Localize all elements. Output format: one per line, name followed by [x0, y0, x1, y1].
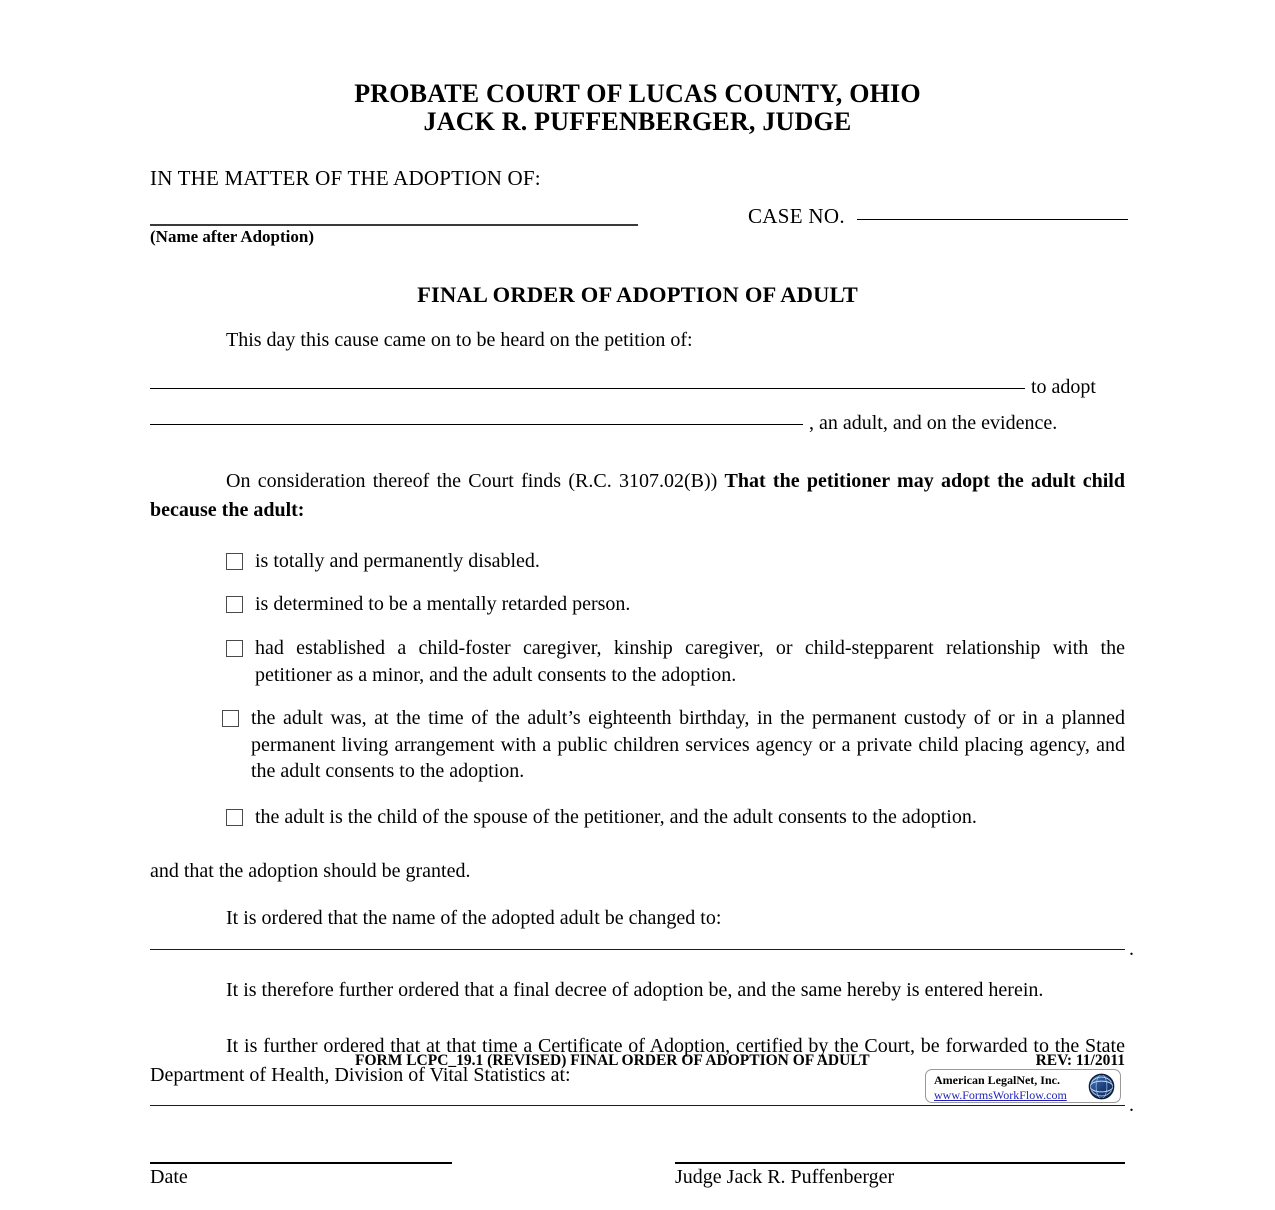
checkbox-icon[interactable] — [222, 710, 239, 727]
page-footer — [150, 1052, 1125, 1100]
case-number-group — [748, 204, 1128, 229]
checkbox-icon[interactable] — [226, 640, 243, 657]
document-content — [150, 0, 1134, 1210]
adoptee-field[interactable] — [150, 424, 803, 425]
name-change-paragraph: It is ordered that the name of the adopted adult be changed to: — [226, 906, 722, 929]
revision-label: REV: 11/2011 — [1035, 1052, 1125, 1069]
date-label: Date — [150, 1165, 188, 1188]
name-after-adoption-field[interactable] — [150, 224, 638, 226]
case-number-field[interactable] — [857, 219, 1128, 220]
final-decree-paragraph: It is therefore further ordered that a final decree of adoption be, and the same hereby is entered herein. — [226, 979, 1044, 1002]
court-heading — [150, 0, 1125, 136]
checkbox-icon[interactable] — [226, 596, 243, 613]
consideration-paragraph — [150, 437, 1125, 526]
judge-label: Judge Jack R. Puffenberger — [675, 1165, 895, 1188]
badge-website-link[interactable]: www.FormsWorkFlow.com — [934, 1088, 1067, 1102]
badge-company-name: American LegalNet, Inc. — [934, 1073, 1060, 1087]
checkbox-item-permanent-custody[interactable] — [222, 705, 1125, 785]
new-name-fill-row — [150, 933, 1134, 961]
period-mark: . — [1129, 938, 1134, 961]
checkbox-item-mentally-retarded[interactable] — [226, 591, 1125, 618]
american-legalnet-badge[interactable] — [925, 1069, 1121, 1103]
certificate-paragraph: It is further ordered that at that time a Certificate of Adoption, certified by the Court, be forwarded to the State Department of Health, Division of Vital Statistics at: — [150, 1034, 1125, 1087]
petitioner-fill-row — [150, 355, 1125, 401]
matter-label: IN THE MATTER OF THE ADOPTION OF: — [150, 165, 541, 190]
court-name-line: PROBATE COURT OF LUCAS COUNTY, OHIO — [354, 79, 921, 108]
judge-name-line: JACK R. PUFFENBERGER, JUDGE — [423, 106, 852, 136]
name-and-case-row — [150, 203, 1125, 256]
checkbox-label: the adult was, at the time of the adult’s eighteenth birthday, in the permanent custody of or in a planned permanent living arrangement with a public children services agency or a private child placing agency, and the adult consents to the adoption. — [251, 707, 1125, 783]
consideration-bold-text: That the petitioner may adopt the adult child because the adult: — [150, 470, 1125, 522]
signature-block — [150, 1148, 1125, 1210]
name-after-adoption-caption: (Name after Adoption) — [150, 226, 314, 246]
checkbox-item-child-of-spouse[interactable] — [226, 804, 1125, 831]
checkbox-icon[interactable] — [226, 809, 243, 826]
intro-paragraph: This day this cause came on to be heard on the petition of: — [226, 328, 693, 351]
checkbox-item-caregiver-relationship[interactable] — [226, 635, 1125, 688]
findings-checkbox-list — [150, 526, 1125, 831]
adoptee-fill-row — [150, 401, 1125, 437]
period-mark: . — [1129, 1093, 1134, 1116]
checkbox-label: is totally and permanently disabled. — [255, 549, 540, 572]
petitioner-tail-text: to adopt — [1031, 376, 1096, 399]
globe-logo-icon — [1088, 1073, 1115, 1100]
new-name-field[interactable] — [150, 938, 1134, 961]
checkbox-label: had established a child-foster caregiver, kinship caregiver, or child-stepparent relationship with the petitioner as a minor, and the adult consents to the adoption. — [255, 636, 1125, 686]
consideration-plain-text: On consideration thereof the Court finds (R.C. 3107.02(B)) — [226, 470, 725, 493]
form-number-label: FORM LCPC_19.1 (REVISED) FINAL ORDER OF ADOPTION OF ADULT — [355, 1052, 870, 1069]
checkbox-label: is determined to be a mentally retarded person. — [255, 593, 631, 616]
checkbox-icon[interactable] — [226, 553, 243, 570]
checkbox-item-disabled[interactable] — [226, 548, 1125, 575]
adoption-granted-paragraph: and that the adoption should be granted. — [150, 859, 471, 882]
adoptee-tail-text: , an adult, and on the evidence. — [809, 412, 1058, 435]
case-number-label: CASE NO. — [748, 203, 845, 228]
checkbox-label: the adult is the child of the spouse of the petitioner, and the adult consents to the adoption. — [255, 805, 977, 828]
badge-text-group — [934, 1073, 1074, 1103]
date-signature-field[interactable] — [150, 1162, 452, 1164]
form-title: FINAL ORDER OF ADOPTION OF ADULT — [417, 281, 858, 307]
judge-signature-field[interactable] — [675, 1162, 1125, 1164]
petitioner-field[interactable] — [150, 388, 1025, 389]
